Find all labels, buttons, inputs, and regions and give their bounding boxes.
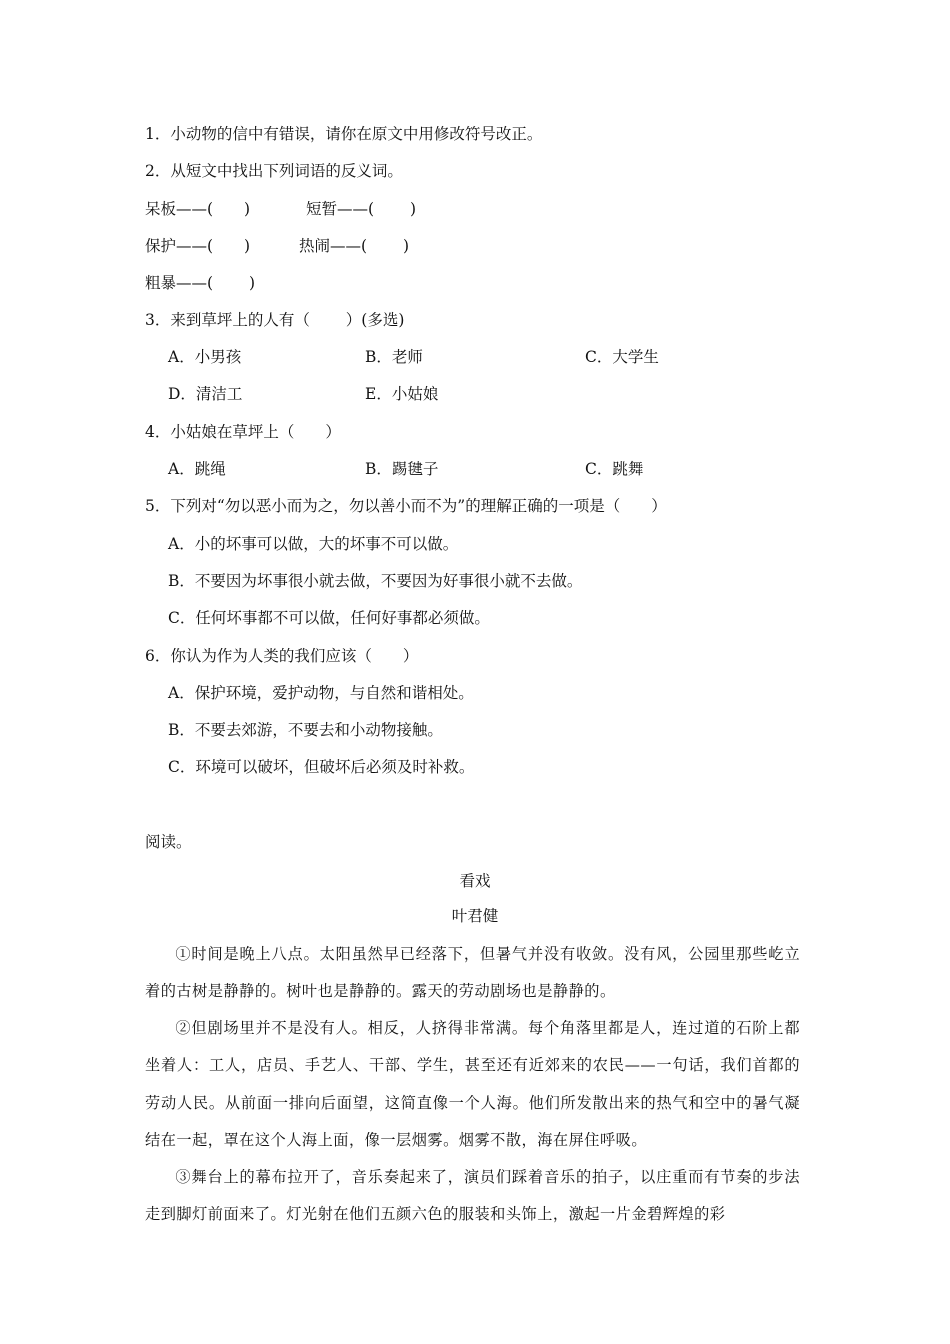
question-1: 1．小动物的信中有错误，请你在原文中用修改符号改正。 <box>145 125 543 143</box>
antonym-pair-4: 热闹——( ) <box>299 237 410 255</box>
q3-option-a: A．小男孩 <box>168 348 242 366</box>
antonym-pair-5: 粗暴——( ) <box>145 274 256 292</box>
q3-option-e: E．小姑娘 <box>365 385 439 403</box>
q4-option-c: C．跳舞 <box>585 460 644 478</box>
q6-option-c: C．环境可以破坏，但破坏后必须及时补救。 <box>168 758 475 776</box>
question-6: 6．你认为作为人类的我们应该（ ） <box>145 647 419 665</box>
q6-option-b: B．不要去郊游，不要去和小动物接触。 <box>168 721 443 739</box>
question-2: 2．从短文中找出下列词语的反义词。 <box>145 162 403 180</box>
q5-option-b: B．不要因为坏事很小就去做，不要因为好事很小就不去做。 <box>168 572 583 590</box>
question-5: 5．下列对“勿以恶小而为之，勿以善小而不为”的理解正确的一项是（ ） <box>145 497 667 515</box>
passage-paragraph-3: ③舞台上的幕布拉开了，音乐奏起来了，演员们踩着音乐的拍子，以庄重而有节奏的步法走到脚灯前面来了。灯光射在他们五颜六色的服装和头饰上，激起一片金碧辉煌的彩 <box>145 1168 800 1224</box>
passage-title: 看戏 <box>459 872 491 890</box>
q3-option-d: D．清洁工 <box>168 385 243 403</box>
q3-option-c: C．大学生 <box>585 348 659 366</box>
q6-option-a: A．保护环境，爱护动物，与自然和谐相处。 <box>168 684 474 702</box>
antonym-pair-2: 短暂——( ) <box>306 200 417 218</box>
passage-paragraph-1: ①时间是晚上八点。太阳虽然早已经落下，但暑气并没有收敛。没有风，公园里那些屹立着的古树是静静的。树叶也是静静的。露天的劳动剧场也是静静的。 <box>145 945 800 1001</box>
q4-option-a: A．跳绳 <box>168 460 226 478</box>
passage-author: 叶君健 <box>451 907 499 925</box>
question-3: 3．来到草坪上的人有（ ）(多选) <box>145 311 405 329</box>
reading-heading: 阅读。 <box>145 833 192 851</box>
q5-option-a: A．小的坏事可以做，大的坏事不可以做。 <box>168 535 459 553</box>
q4-option-b: B．踢毽子 <box>365 460 439 478</box>
antonym-pair-1: 呆板——( ) <box>145 200 251 218</box>
q3-option-b: B．老师 <box>365 348 423 366</box>
antonym-pair-3: 保护——( ) <box>145 237 251 255</box>
question-4: 4．小姑娘在草坪上（ ） <box>145 423 341 441</box>
passage-paragraph-2: ②但剧场里并不是没有人。相反，人挤得非常满。每个角落里都是人，连过道的石阶上都坐着人：工人，店员、手艺人、干部、学生，甚至还有近郊来的农民——一句话，我们首都的劳动人民。从前面一排向后面望，这简直像一个人海。他们所发散出来的热气和空中的暑气凝结在一起，罩在这个人海上面，像一层烟雾。烟雾不散，海在屏住呼吸。 <box>145 1019 800 1149</box>
q5-option-c: C．任何坏事都不可以做，任何好事都必须做。 <box>168 609 490 627</box>
